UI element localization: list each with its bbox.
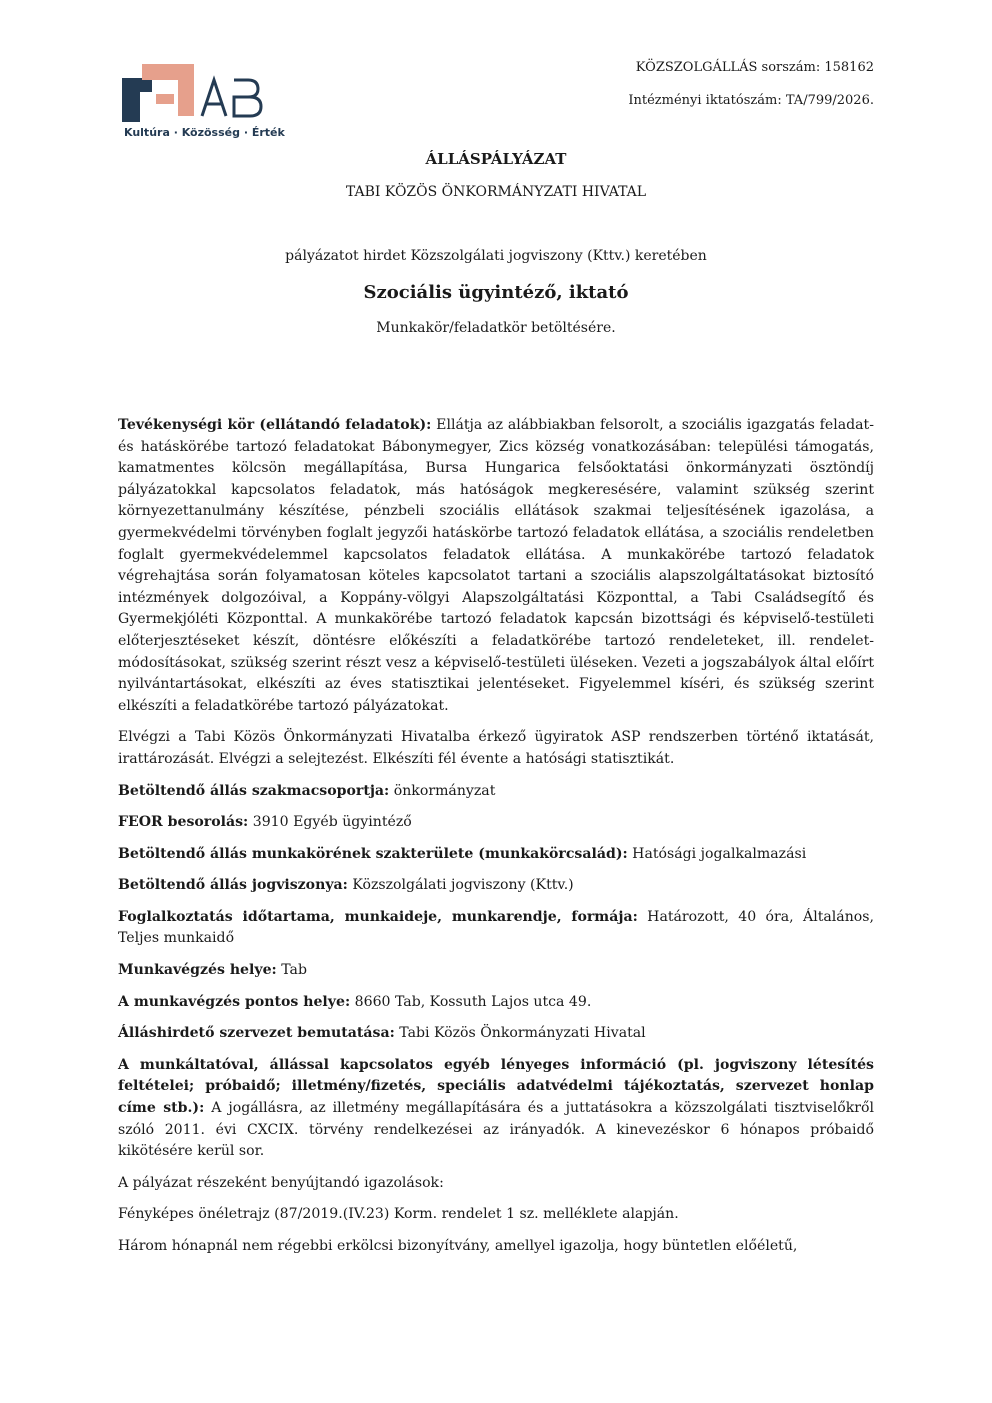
place-paragraph: [118, 960, 874, 982]
filing-paragraph: Elvégzi a Tabi Közös Önkormányzati Hivatalba érkező ügyiratok ASP rendszerben történő iktatását, irattározását. Elvégzi a selejtezést. Elkészíti fél évente a hatósági statisztikát.: [118, 729, 874, 767]
group-label: Betöltendő állás szakmacsoportja:: [118, 782, 390, 799]
employment-paragraph: [118, 907, 874, 950]
org-intro-paragraph: [118, 1023, 874, 1045]
feor-paragraph: [118, 812, 874, 834]
field-paragraph: [118, 844, 874, 866]
org-intro-value: Tabi Közös Önkormányzati Hivatal: [394, 1025, 646, 1042]
legal-value: Közszolgálati jogviszony (Kttv.): [347, 877, 574, 894]
organization-name: TABI KÖZÖS ÖNKORMÁNYZATI HIVATAL: [345, 184, 647, 200]
announcement-intro: pályázatot hirdet Közszolgálati jogviszony (Kttv.) keretében: [285, 248, 707, 264]
job-subtitle: Munkakör/feladatkör betöltésére.: [376, 320, 616, 336]
doc-criminal-record-paragraph: Három hónapnál nem régebbi erkölcsi bizonyítvány, amellyel igazolja, hogy büntetlen előéletű,: [118, 1238, 798, 1254]
field-value: Hatósági jogalkalmazási: [627, 845, 807, 862]
docs-intro-paragraph: A pályázat részeként benyújtandó igazolások:: [118, 1174, 444, 1191]
logo-mark-icon: [122, 64, 272, 126]
exact-place-value: 8660 Tab, Kossuth Lajos utca 49.: [350, 993, 592, 1010]
legal-label: Betöltendő állás jogviszonya:: [118, 877, 348, 894]
feor-value: 3910 Egyéb ügyintéző: [248, 814, 412, 831]
other-info-paragraph: [118, 1055, 874, 1163]
activity-label: Tevékenységi kör (ellátandó feladatok):: [118, 417, 432, 433]
logo-tagline: Kultúra · Közösség · Érték: [124, 126, 285, 139]
job-title: Szociális ügyintéző, iktató: [363, 282, 629, 303]
activity-paragraph: [118, 415, 874, 717]
feor-label: FEOR besorolás:: [118, 814, 249, 831]
document-body: [118, 415, 874, 1268]
exact-place-paragraph: [118, 992, 874, 1014]
other-info-value: A jogállásra, az illetmény megállapítására és a juttatásokra a közszolgálati tisztviselőkről szóló 2011. évi CXCIX. törvény rendelkezései az irányadók. A kinevezéskor 6 hónapos próbaidő kikötésére kerül sor.: [118, 1100, 874, 1160]
other-info-label: A munkáltatóval, állással kapcsolatos egyéb lényeges információ (pl. jogviszony létesítés feltételei; próbaidő; illetmény/fizetés, speciális adatvédelmi tájékoztatás, szervezet honlap címe stb.):: [118, 1056, 874, 1117]
place-value: Tab: [276, 962, 307, 979]
employment-label: Foglalkoztatás időtartama, munkaideje, munkarendje, formája:: [118, 908, 638, 925]
legal-paragraph: [118, 875, 874, 897]
activity-text: Ellátja az alábbiakban felsorolt, a szociális igazgatás feladat- és hatáskörébe tartozó feladatokat Bábonymegyer, Zics község vonatkozásában: települési támogatás, kamatmentes kölcsön megállapítása, Bursa Hungarica felsőoktatási önkormányzati ösztöndíj pályázatokkal kapcsolatos feladatok, más hatóságok megkeresésére, valamint szükség szerint környezettanulmány készítése, pénzbeli szociális ellátások szakmai teljesítésének igazolása, a gyermekvédelmi törvényben foglalt jegyzői hatáskörbe tartozó feladatok ellátása, a szociális rendeletben foglalt gyermekvédelemmel kapcsolatos feladatok ellátása. A munkakörébe tartozó feladatok végrehajtása során folyamatosan köteles kapcsolatot tartani a szociális alapszolgáltatásokat biztosító intézmények dolgozóival, a Koppány-völgyi Alapszolgáltatási Központtal, a Tabi Családsegítő és Gyermekjóléti Központtal. A munkakörébe tartozó feladatok kapcsán bizottsági és képviselő-testületi előterjesztéseket készít, döntésre előkészíti a feladatkörébe tartozó rendeleteket, ill. rendelet-módosításokat, szükség szerint részt vesz a képviselő-testületi üléseken. Vezeti a jogszabályok által előírt nyilvántartásokat, elkészíti az éves statisztikai jelentéseket. Figyelemmel kíséri, és szükség szerint elkészíti a feladatkörébe tartozó pályázatokat.: [118, 417, 874, 714]
exact-place-label: A munkavégzés pontos helye:: [118, 993, 351, 1010]
field-label: Betöltendő állás munkakörének szakterülete (munkakörcsalád):: [118, 845, 628, 862]
registry-number: Intézményi iktatószám: TA/799/2026.: [628, 93, 874, 108]
group-value: önkormányzat: [389, 782, 496, 799]
place-label: Munkavégzés helye:: [118, 962, 277, 979]
employment-value: Határozott, 40 óra, Általános, Teljes munkaidő: [118, 908, 874, 947]
document-title: ÁLLÁSPÁLYÁZAT: [425, 150, 567, 168]
group-paragraph: [118, 781, 874, 803]
service-number: KÖZSZOLGÁLLÁS sorszám: 158162: [635, 60, 874, 75]
doc-cv-paragraph: Fényképes önéletrajz (87/2019.(IV.23) Korm. rendelet 1 sz. melléklete alapján.: [118, 1206, 679, 1223]
org-intro-label: Álláshirdető szervezet bemutatása:: [118, 1025, 395, 1042]
